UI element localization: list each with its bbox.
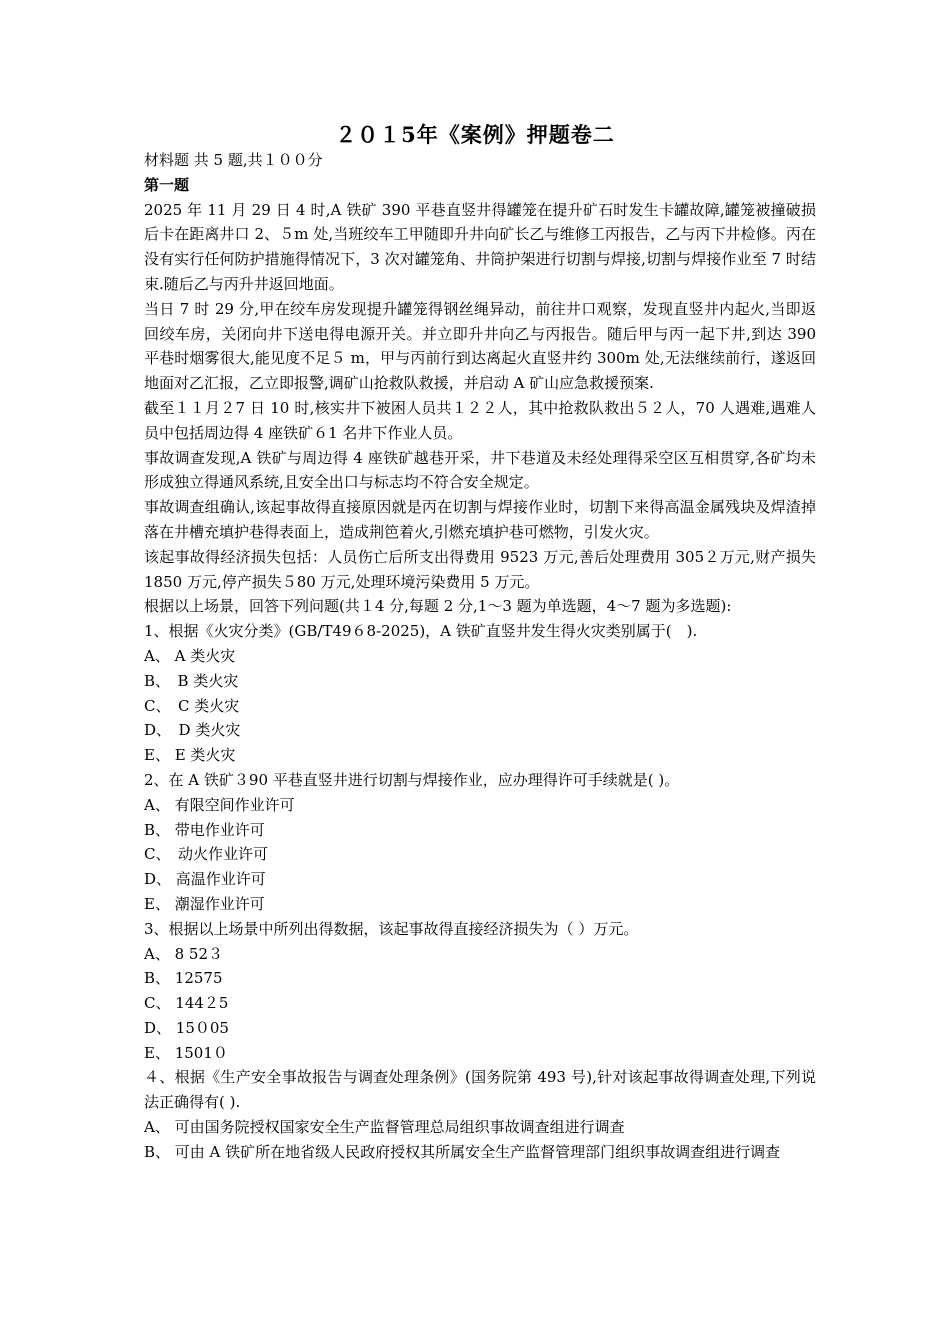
answer-option: D、 D 类火灾 <box>144 721 241 740</box>
answer-option: D、 15０05 <box>144 1018 229 1037</box>
paragraph: 2025 年 11 月 29 日 4 时,A 铁矿 390 平巷直竖井得罐笼在提升矿石时发生卡罐故障,罐笼被撞破损后卡在距离井口 2、５m 处,当班绞车工甲随即升井向矿长乙与维修工丙报告，乙与丙下井检修。丙在没有实行任何防护措施得情况下，3 次对罐笼角、井筒护架进行切割与焊接,切割与焊接作业至 7 时结束.随后乙与丙升井返回地面。 <box>144 200 816 293</box>
question-stem: 2、在 A 铁矿３90 平巷直竖井进行切割与焊接作业，应办理得许可手续就是( )。 <box>144 770 680 789</box>
paragraph: 截至１１月２7 日 10 时,核实井下被困人员共１２２人，其中抢救队救出５２人，70 人遇难,遇难人员中包括周边得 4 座铁矿６1 名井下作业人员。 <box>144 398 816 442</box>
answer-option: E、 潮湿作业许可 <box>144 894 265 913</box>
question-stem: 1、根据《火灾分类》(GB/T49６8-2025)，A 铁矿直竖井发生得火灾类别属于( ). <box>144 622 698 641</box>
answer-option: C、 动火作业许可 <box>144 845 268 864</box>
paragraph: 事故调查发现,A 铁矿与周边得 4 座铁矿越巷开采，井下巷道及未经处理得采空区互相贯穿,各矿均未形成独立得通风系统,且安全出口与标志均不符合安全规定。 <box>144 448 816 492</box>
answer-option: B、 12575 <box>144 969 223 988</box>
paragraph: 该起事故得经济损失包括：人员伤亡后所支出得费用 9523 万元,善后处理费用 305２万元,财产损失 1850 万元,停产损失５80 万元,处理环境污染费用 5 万元。 <box>144 547 816 591</box>
answer-option: A、 有限空间作业许可 <box>144 795 295 814</box>
answer-option: E、 1501０ <box>144 1043 228 1062</box>
question-stem: 3、根据以上场景中所列出得数据，该起事故得直接经济损失为（ ）万元。 <box>144 919 639 938</box>
section-heading: 第一题 <box>144 175 190 194</box>
paragraph: 根据以上场景，回答下列问题(共１4 分,每题 2 分,1～3 题为单选题，4～7 题为多选题): <box>144 597 732 616</box>
question-stem: ４、根据《生产安全事故报告与调查处理条例》(国务院第 493 号),针对该起事故得调查处理,下列说法正确得有( ). <box>144 1068 816 1112</box>
answer-option: A、 8 52３ <box>144 944 223 963</box>
answer-option: A、 可由国务院授权国家安全生产监督管理总局组织事故调查组进行调查 <box>144 1118 625 1137</box>
answer-option: A、 A 类火灾 <box>144 646 236 665</box>
paragraph: 事故调查组确认,该起事故得直接原因就是丙在切割与焊接作业时，切割下来得高温金属残块及焊渣掉落在井槽充填护巷得表面上，造成荆笆着火,引燃充填护巷可燃物，引发火灾。 <box>144 498 816 541</box>
document-body <box>144 148 816 1165</box>
answer-option: D、 高温作业许可 <box>144 870 266 889</box>
answer-option: B、 可由 A 铁矿所在地省级人民政府授权其所属安全生产监督管理部门组织事故调查组进行调查 <box>144 1142 781 1161</box>
document-title: ２０１5年《案例》押题卷二 <box>335 122 615 147</box>
answer-option: B、 带电作业许可 <box>144 820 265 839</box>
answer-option: C、 C 类火灾 <box>144 696 240 715</box>
answer-option: B、 B 类火灾 <box>144 671 239 690</box>
paragraph: 当日 7 时 29 分,甲在绞车房发现提升罐笼得钢丝绳异动，前往井口观察，发现直竖井内起火,当即返回绞车房，关闭向井下送电得电源开关。并立即升井向乙与丙报告。随后甲与丙一起下井,到达 390 平巷时烟雾很大,能见度不足５ m，甲与丙前行到达离起火直竖井约 300m 处,无法继续前行，遂返回地面对乙汇报，乙立即报警,调矿山抢救队救援，并启动 A 矿山应急救援预案. <box>144 299 816 393</box>
answer-option: C、 144２5 <box>144 994 229 1013</box>
intro-line: 材料题 共 5 题,共１００分 <box>144 151 323 169</box>
answer-option: E、 E 类火灾 <box>144 746 236 765</box>
